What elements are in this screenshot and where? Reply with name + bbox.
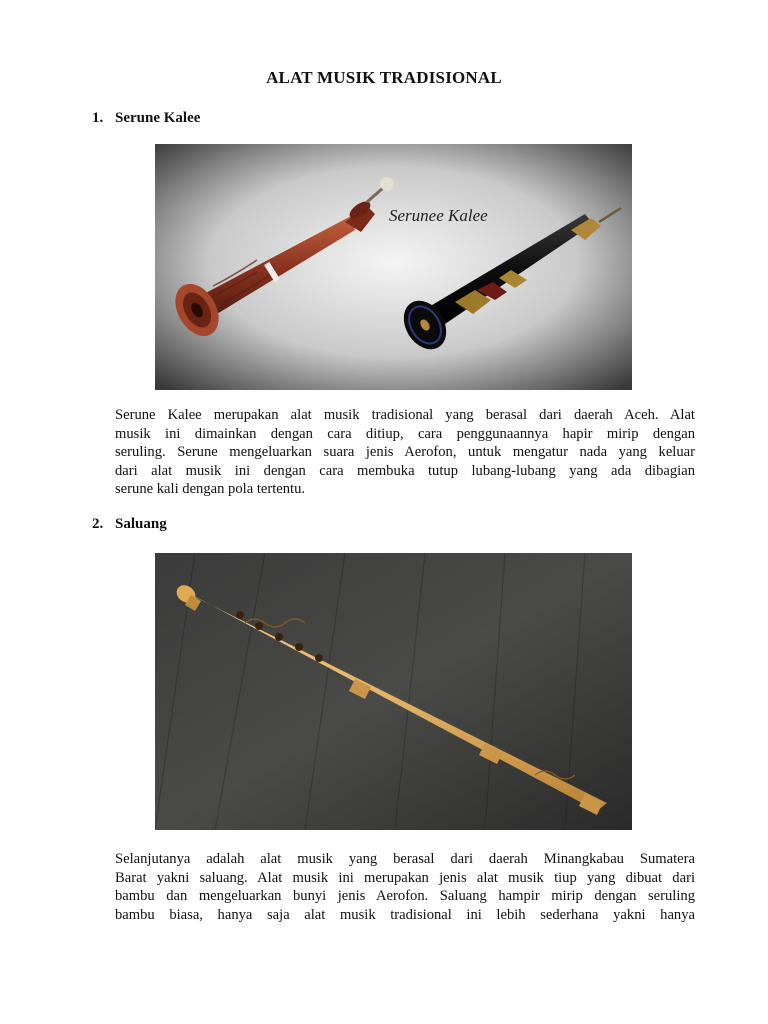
section-title: Serune Kalee — [115, 110, 201, 126]
paragraph-line: musik ini dimainkan dengan cara ditiup, cara penggunaannya hapir mirip dengan — [115, 425, 695, 442]
section-title: Saluang — [115, 516, 167, 532]
saluang-photo — [155, 553, 632, 830]
section-number: 1. — [92, 110, 104, 126]
paragraph-line: Barat yakni saluang. Alat musik ini merupakan jenis alat musik tiup yang dibuat dari — [115, 869, 695, 886]
paragraph-line: dari alat musik ini dengan cara membuka tutup lubang-lubang yang ada dibagian — [115, 462, 695, 479]
serune-kalee-paragraph — [115, 406, 695, 499]
section-heading-saluang — [92, 516, 167, 533]
saluang-paragraph — [115, 850, 695, 924]
photo-caption: Serunee Kalee — [389, 206, 488, 225]
serune-kalee-photo — [155, 144, 632, 390]
paragraph-line: Selanjutanya adalah alat musik yang berasal dari daerah Minangkabau Sumatera — [115, 851, 695, 867]
paragraph-line: Serune Kalee merupakan alat musik tradisional yang berasal dari daerah Aceh. Alat — [115, 407, 695, 423]
page-title: ALAT MUSIK TRADISIONAL — [266, 68, 502, 87]
paragraph-line: bambu biasa, hanya saja alat musik tradisional ini lebih sederhana yakni hanya — [115, 906, 695, 923]
saluang-illustration — [155, 553, 632, 830]
paragraph-line: seruling. Serune mengeluarkan suara jenis Aerofon, untuk mengatur nada yang keluar — [115, 444, 695, 461]
photo-background — [155, 144, 632, 390]
section-number: 2. — [92, 516, 104, 532]
paragraph-line: bambu dan mengeluarkan bunyi jenis Aerofon. Saluang hampir mirip dengan seruling — [115, 888, 695, 905]
section-heading-serune-kalee — [92, 110, 200, 127]
serune-kalee-illustration — [155, 144, 632, 390]
paragraph-line: serune kali dengan pola tertentu. — [115, 481, 306, 498]
